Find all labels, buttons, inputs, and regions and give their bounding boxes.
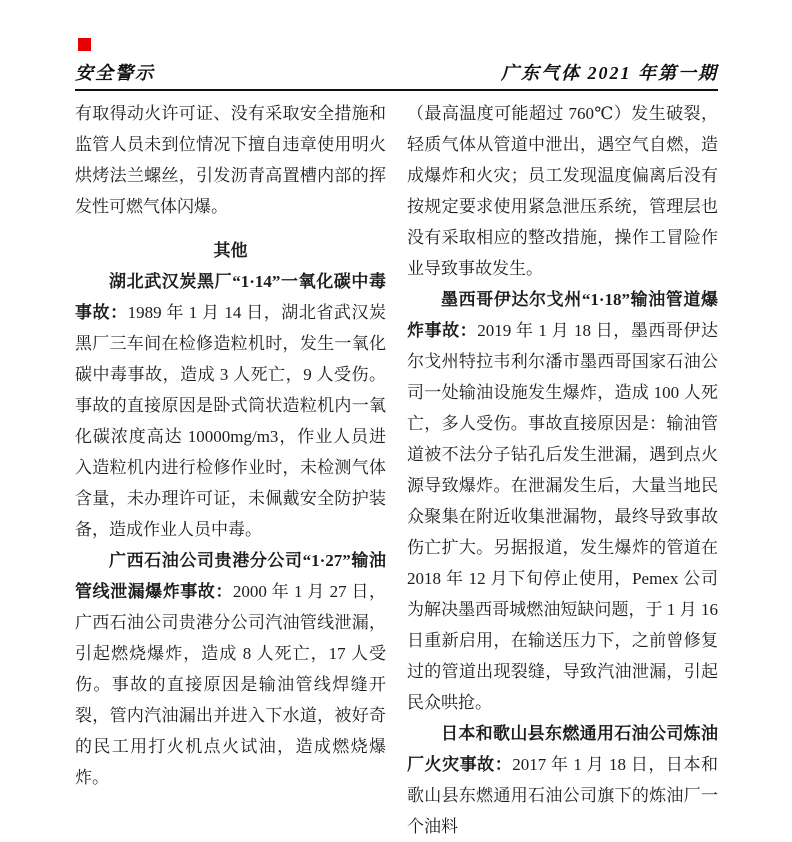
text-columns (75, 98, 718, 842)
incident-title: 广西石油公司贵港分公司“1·27”输油管线泄漏爆炸事故： (75, 551, 386, 601)
incident-paragraph (407, 284, 718, 718)
incident-paragraph (407, 718, 718, 842)
incident-title: 墨西哥伊达尔戈州“1·18”输油管道爆炸事故： (407, 290, 718, 340)
header-section-title: 安全警示 (75, 63, 155, 83)
header-divider (75, 89, 718, 91)
page-header (75, 60, 718, 86)
red-square-marker (78, 38, 91, 51)
left-column (75, 98, 386, 842)
incident-title: 湖北武汉炭黑厂“1·14”一氧化碳中毒事故： (75, 272, 386, 322)
continuation-paragraph: （最高温度可能超过 760℃）发生破裂，轻质气体从管道中泄出，遇空气自燃，造成爆炸和火灾；员工发现温度偏离后没有按规定要求使用紧急泄压系统，管理层也没有采取相应的整改措施，操作工冒险作业导致事故发生。 (407, 104, 718, 278)
incident-body: 2019 年 1 月 18 日，墨西哥伊达尔戈州特拉韦利尔潘市墨西哥国家石油公司一处输油设施发生爆炸，造成 100 人死亡，多人受伤。事故直接原因是：输油管道被不法分子钻孔后发生泄漏，遇到点火源导致爆炸。在泄漏发生后，大量当地民众聚集在附近收集泄漏物，最终导致事故伤亡扩大。另据报道，发生爆炸的管道在 2018 年 12 月下旬停止使用，Pemex 公司为解决墨西哥城燃油短缺问题，于 1 月 16 日重新启用，在输送压力下，之前曾修复过的管道出现裂缝，导致汽油泄漏，引起民众哄抢。 (407, 321, 719, 712)
incident-paragraph (75, 266, 386, 545)
incident-body: 2000 年 1 月 27 日，广西石油公司贵港分公司汽油管线泄漏，引起燃烧爆炸，造成 8 人死亡，17 人受伤。事故的直接原因是输油管线焊缝开裂，管内汽油漏出并进入下水道，被好奇的民工用打火机点火试油，造成燃烧爆炸。 (75, 582, 387, 787)
incident-body: 1989 年 1 月 14 日，湖北省武汉炭黑厂三车间在检修造粒机时，发生一氧化碳中毒事故，造成 3 人死亡，9 人受伤。事故的直接原因是卧式筒状造粒机内一氧化碳浓度高达 10000mg/m3，作业人员进入造粒机内进行检修作业时，未检测气体含量，未办理许可证，未佩戴安全防护装备，造成作业人员中毒。 (75, 303, 387, 539)
incident-title: 日本和歌山县东燃通用石油公司炼油厂火灾事故： (407, 724, 718, 774)
incident-body: 2017 年 1 月 18 日，日本和歌山县东燃通用石油公司旗下的炼油厂一个油料 (407, 755, 719, 836)
incident-paragraph (75, 545, 386, 793)
section-heading: 其他 (213, 241, 248, 260)
continuation-paragraph: 有取得动火许可证、没有采取安全措施和监管人员未到位情况下擅自违章使用明火烘烤法兰螺丝，引发沥青高置槽内部的挥发性可燃气体闪爆。 (75, 104, 386, 216)
header-issue-title: 广东气体 2021 年第一期 (501, 63, 718, 83)
right-column (407, 98, 718, 842)
